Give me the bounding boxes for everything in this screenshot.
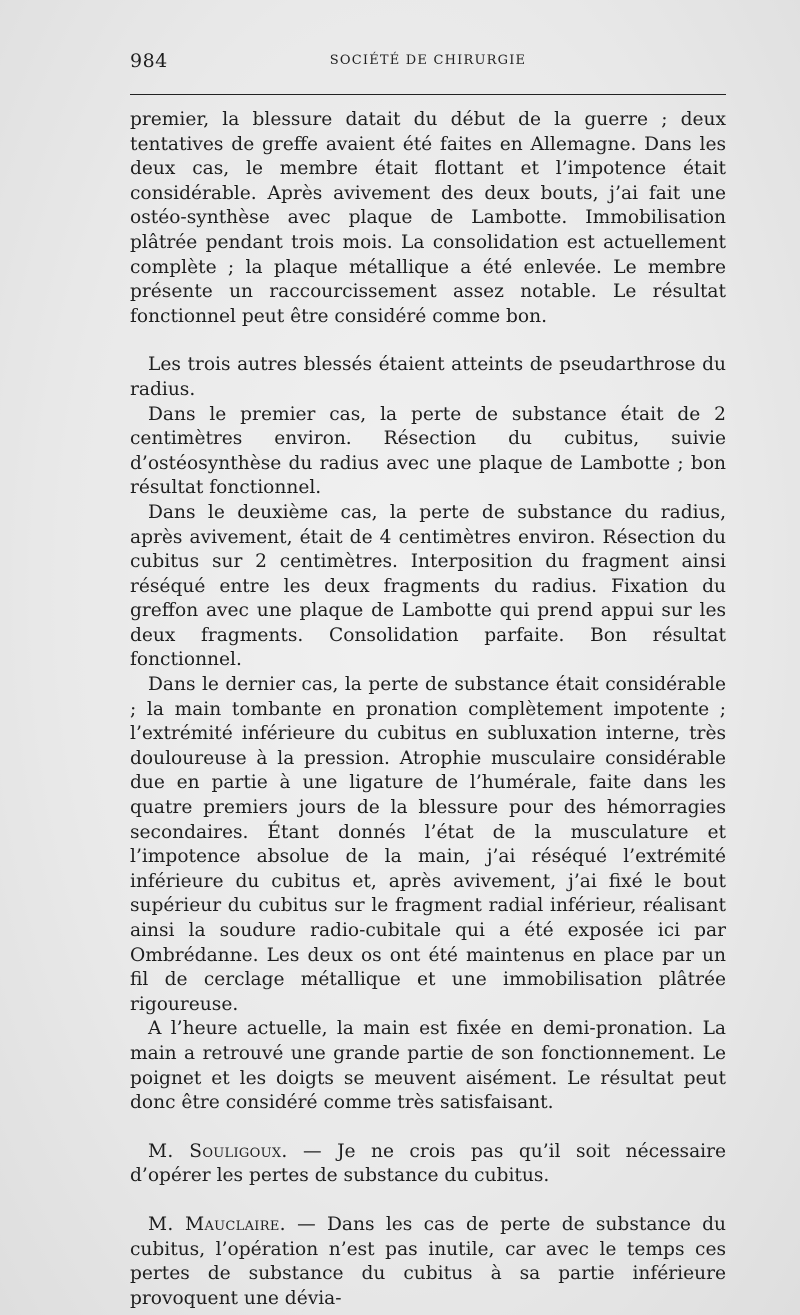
- body-text: [130, 108, 726, 1311]
- speaker-name: M. Mauclaire.: [148, 1213, 286, 1235]
- paragraph-gap: [130, 329, 726, 353]
- paragraph-5: Dans le dernier cas, la perte de substance était considérable ; la main tombante en pronation complètement impotente ; l’extrémité inférieure du cubitus en subluxation interne, très douloureuse à la pression. Atrophie musculaire considérable due en partie à une ligature de l’humérale, faite dans les quatre premiers jours de la blessure pour des hémorragies secondaires. Étant donnés l’état de la musculature et l’impotence absolue de la main, j’ai réséqué l’extrémité inférieure du cubitus et, après avivement, j’ai fixé le bout supérieur du cubitus sur le fragment radial inférieur, réalisant ainsi la soudure radio-cubitale qui a été exposée ici par Ombrédanne. Les deux os ont été maintenus en place par un fil de cerclage métallique et une immobilisation plâtrée rigoureuse.: [130, 674, 726, 1015]
- speaker-remark: — Je ne crois pas qu’il soit nécessaire d’opérer les pertes de substance du cubitus.: [130, 1140, 726, 1187]
- paragraph-6: A l’heure actuelle, la main est fixée en demi-pronation. La main a retrouvé une grande partie de son fonctionnement. Le poignet et les doigts se meuvent aisément. Le résultat peut donc être considéré comme très satisfaisant.: [130, 1018, 726, 1114]
- page-number: 984: [130, 50, 168, 72]
- header-rule: [130, 94, 726, 95]
- paragraph-2: Les trois autres blessés étaient atteints de pseudarthrose du radius.: [130, 354, 726, 400]
- page-header: [130, 50, 726, 74]
- paragraph-1: premier, la blessure datait du début de la guerre ; deux tentatives de greffe avaient été faites en Allemagne. Dans les deux cas, le membre était flottant et l’impotence était considérable. Après avivement des deux bouts, j’ai fait une ostéo-synthèse avec plaque de Lambotte. Immobilisation plâtrée pendant trois mois. La consolidation est actuellement complète ; la plaque métallique a été enlevée. Le membre présente un raccourcissement assez notable. Le résultat fonctionnel peut être considéré comme bon.: [130, 109, 726, 327]
- paragraph-4: Dans le deuxième cas, la perte de substance du radius, après avivement, était de 4 centimètres environ. Résection du cubitus sur 2 centimètres. Interposition du fragment ainsi réséqué entre les deux fragments du radius. Fixation du greffon avec une plaque de Lambotte qui prend appui sur les deux fragments. Consolidation parfaite. Bon résultat fonctionnel.: [130, 501, 726, 671]
- discussion-souligoux: [130, 1140, 726, 1189]
- running-head: SOCIÉTÉ DE CHIRURGIE: [329, 53, 527, 68]
- paragraph-3: Dans le premier cas, la perte de substance était de 2 centimètres environ. Résection du cubitus, suivie d’ostéosynthèse du radius avec une plaque de Lambotte ; bon résultat fonctionnel.: [130, 403, 726, 499]
- speaker-remark: — Dans les cas de perte de substance du cubitus, l’opération n’est pas inutile, car avec le temps ces pertes de substance du cubitus à sa partie inférieure provoquent une dévia-: [130, 1213, 726, 1309]
- discussion-mauclaire: [130, 1213, 726, 1311]
- paragraph-gap: [130, 1116, 726, 1140]
- paragraph-gap: [130, 1189, 726, 1213]
- speaker-name: M. Souligoux.: [148, 1140, 288, 1162]
